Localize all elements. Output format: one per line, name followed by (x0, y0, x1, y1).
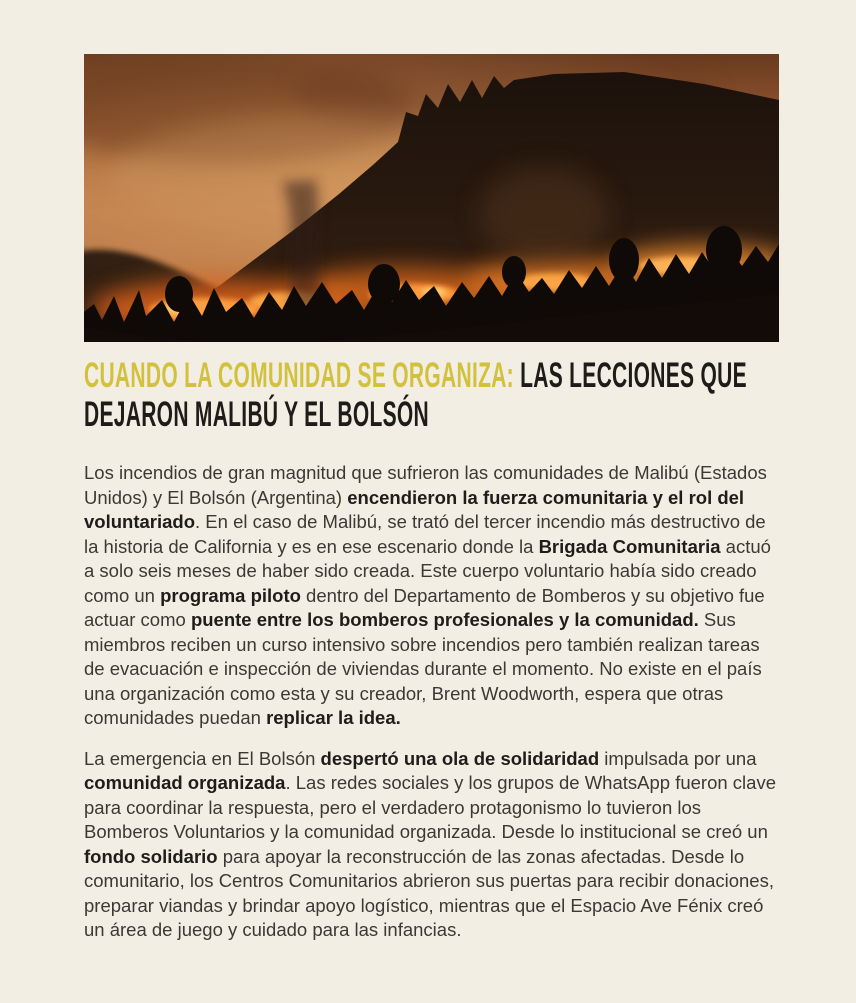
title-highlight: CUANDO LA COMUNIDAD SE ORGANIZA: (84, 356, 514, 395)
paragraph-2: La emergencia en El Bolsón despertó una ola de solidaridad impulsada por una comunidad organizada. Las redes sociales y los grupos de WhatsApp fueron clave para coordinar la respuesta, pero el verdadero protagonismo lo tuvieron los Bomberos Voluntarios y la comunidad organizada. Desde lo institucional se creó un fondo solidario para apoyar la reconstrucción de las zonas afectadas. Desde lo comunitario, los Centros Comunitarios abrieron sus puertas para recibir donaciones, preparar viandas y brindar apoyo logístico, mientras que el Espacio Ave Fénix creó un área de juego y cuidado para las infancias. (84, 747, 776, 940)
paragraph-1: Los incendios de gran magnitud que sufrieron las comunidades de Malibú (Estados Unidos) y El Bolsón (Argentina) encendieron la fuerza comunitaria y el rol del voluntariado. En el caso de Malibú, se trató del tercer incendio más destructivo de la historia de California y es en ese escenario donde la Brigada Comunitaria actuó a solo seis meses de haber sido creada. Este cuerpo voluntario había sido creado como un programa piloto dentro del Departamento de Bomberos y su objetivo fue actuar como puente entre los bomberos profesionales y la comunidad. Sus miembros reciben un curso intensivo sobre incendios pero también realizan tareas de evacuación e inspección de viviendas durante el momento. No existe en el país una organización como esta y su creador, Brent Woodworth, espera que otras comunidades puedan replicar la idea. (84, 462, 771, 728)
article-body (84, 461, 776, 959)
title-rest: LAS LECCIONES QUE DEJARON MALIBÚ Y EL BOLSÓN (84, 356, 747, 434)
article-title (84, 356, 779, 434)
hero-image (84, 54, 779, 342)
wildfire-illustration (84, 54, 779, 342)
